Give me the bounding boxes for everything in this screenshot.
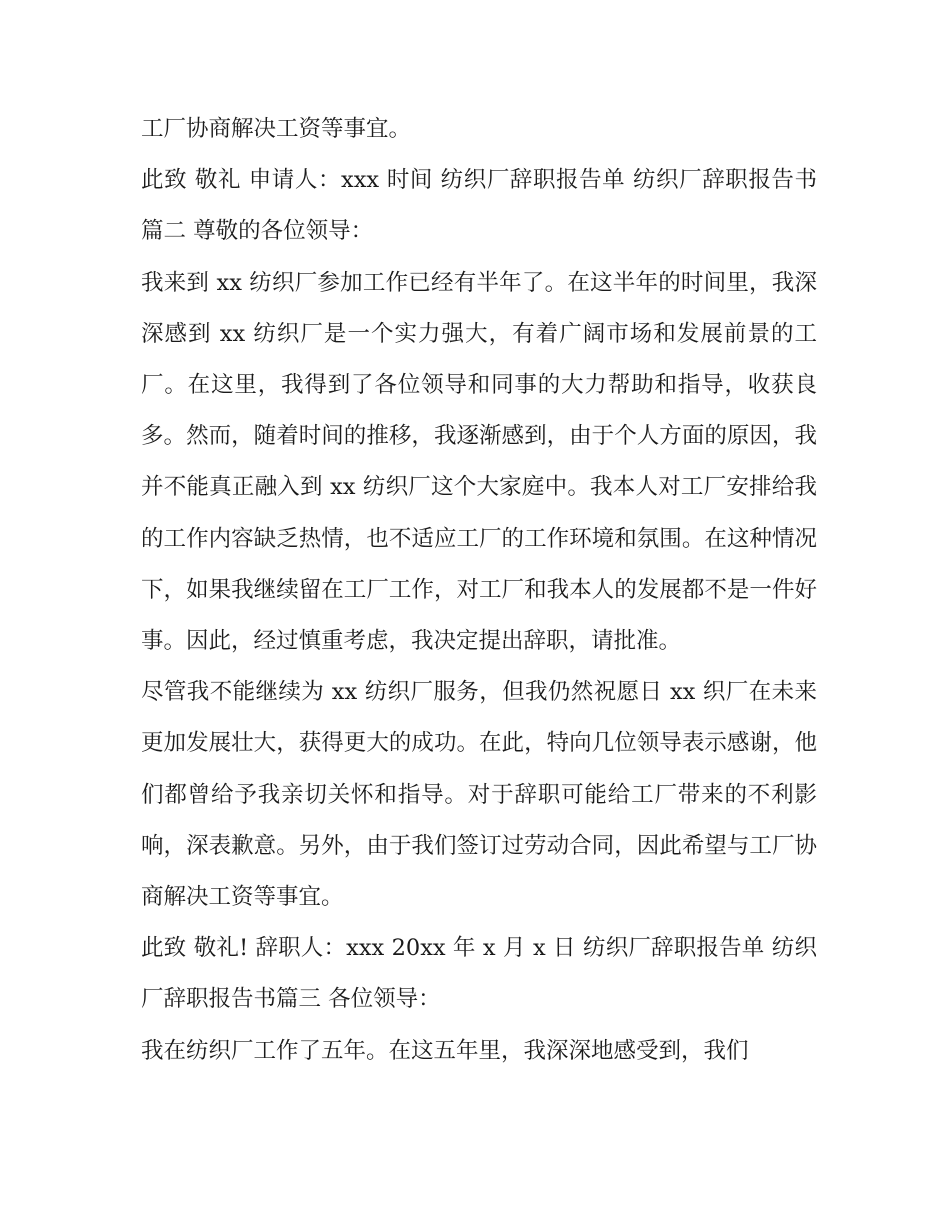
document-body [141, 104, 817, 1077]
paragraph-salutation-heading: 此致 敬礼 申请人：xxx 时间 纺织厂辞职报告单 纺织厂辞职报告书篇二 尊敬的各位领导： [141, 167, 817, 245]
paragraph-signature-heading: 此致 敬礼! 辞职人：xxx 20xx 年 x 月 x 日 纺织厂辞职报告单 纺织厂辞职报告书篇三 各位领导： [141, 935, 817, 1013]
paragraph-body-start: 我在纺织厂工作了五年。在这五年里，我深深地感受到，我们 [141, 1037, 749, 1064]
paragraph-closing-previous: 工厂协商解决工资等事宜。 [141, 116, 412, 142]
paragraph-body-thanks: 尽管我不能继续为 xx 纺织厂服务，但我仍然祝愿日 xx 织厂在未来更加发展壮大，获得更大的成功。在此，特向几位领导表示感谢，他们都曾给予我亲切关怀和指导。对于辞职可能给工厂带来的不利影响，深表歉意。另外，由于我们签订过劳动合同，因此希望与工厂协商解决工资等事宜。 [141, 679, 817, 911]
paragraph-body-reason: 我来到 xx 纺织厂参加工作已经有半年了。在这半年的时间里，我深深感到 xx 纺织厂是一个实力强大，有着广阔市场和发展前景的工厂。在这里，我得到了各位领导和同事的大力帮助和指导，收获良多。然而，随着时间的推移，我逐渐感到，由于个人方面的原因，我并不能真正融入到 xx 纺织厂这个大家庭中。我本人对工厂安排给我的工作内容缺乏热情，也不适应工厂的工作环境和氛围。在这种情况下，如果我继续留在工厂工作，对工厂和我本人的发展都不是一件好事。因此，经过慎重考虑，我决定提出辞职，请批准。 [141, 269, 817, 655]
